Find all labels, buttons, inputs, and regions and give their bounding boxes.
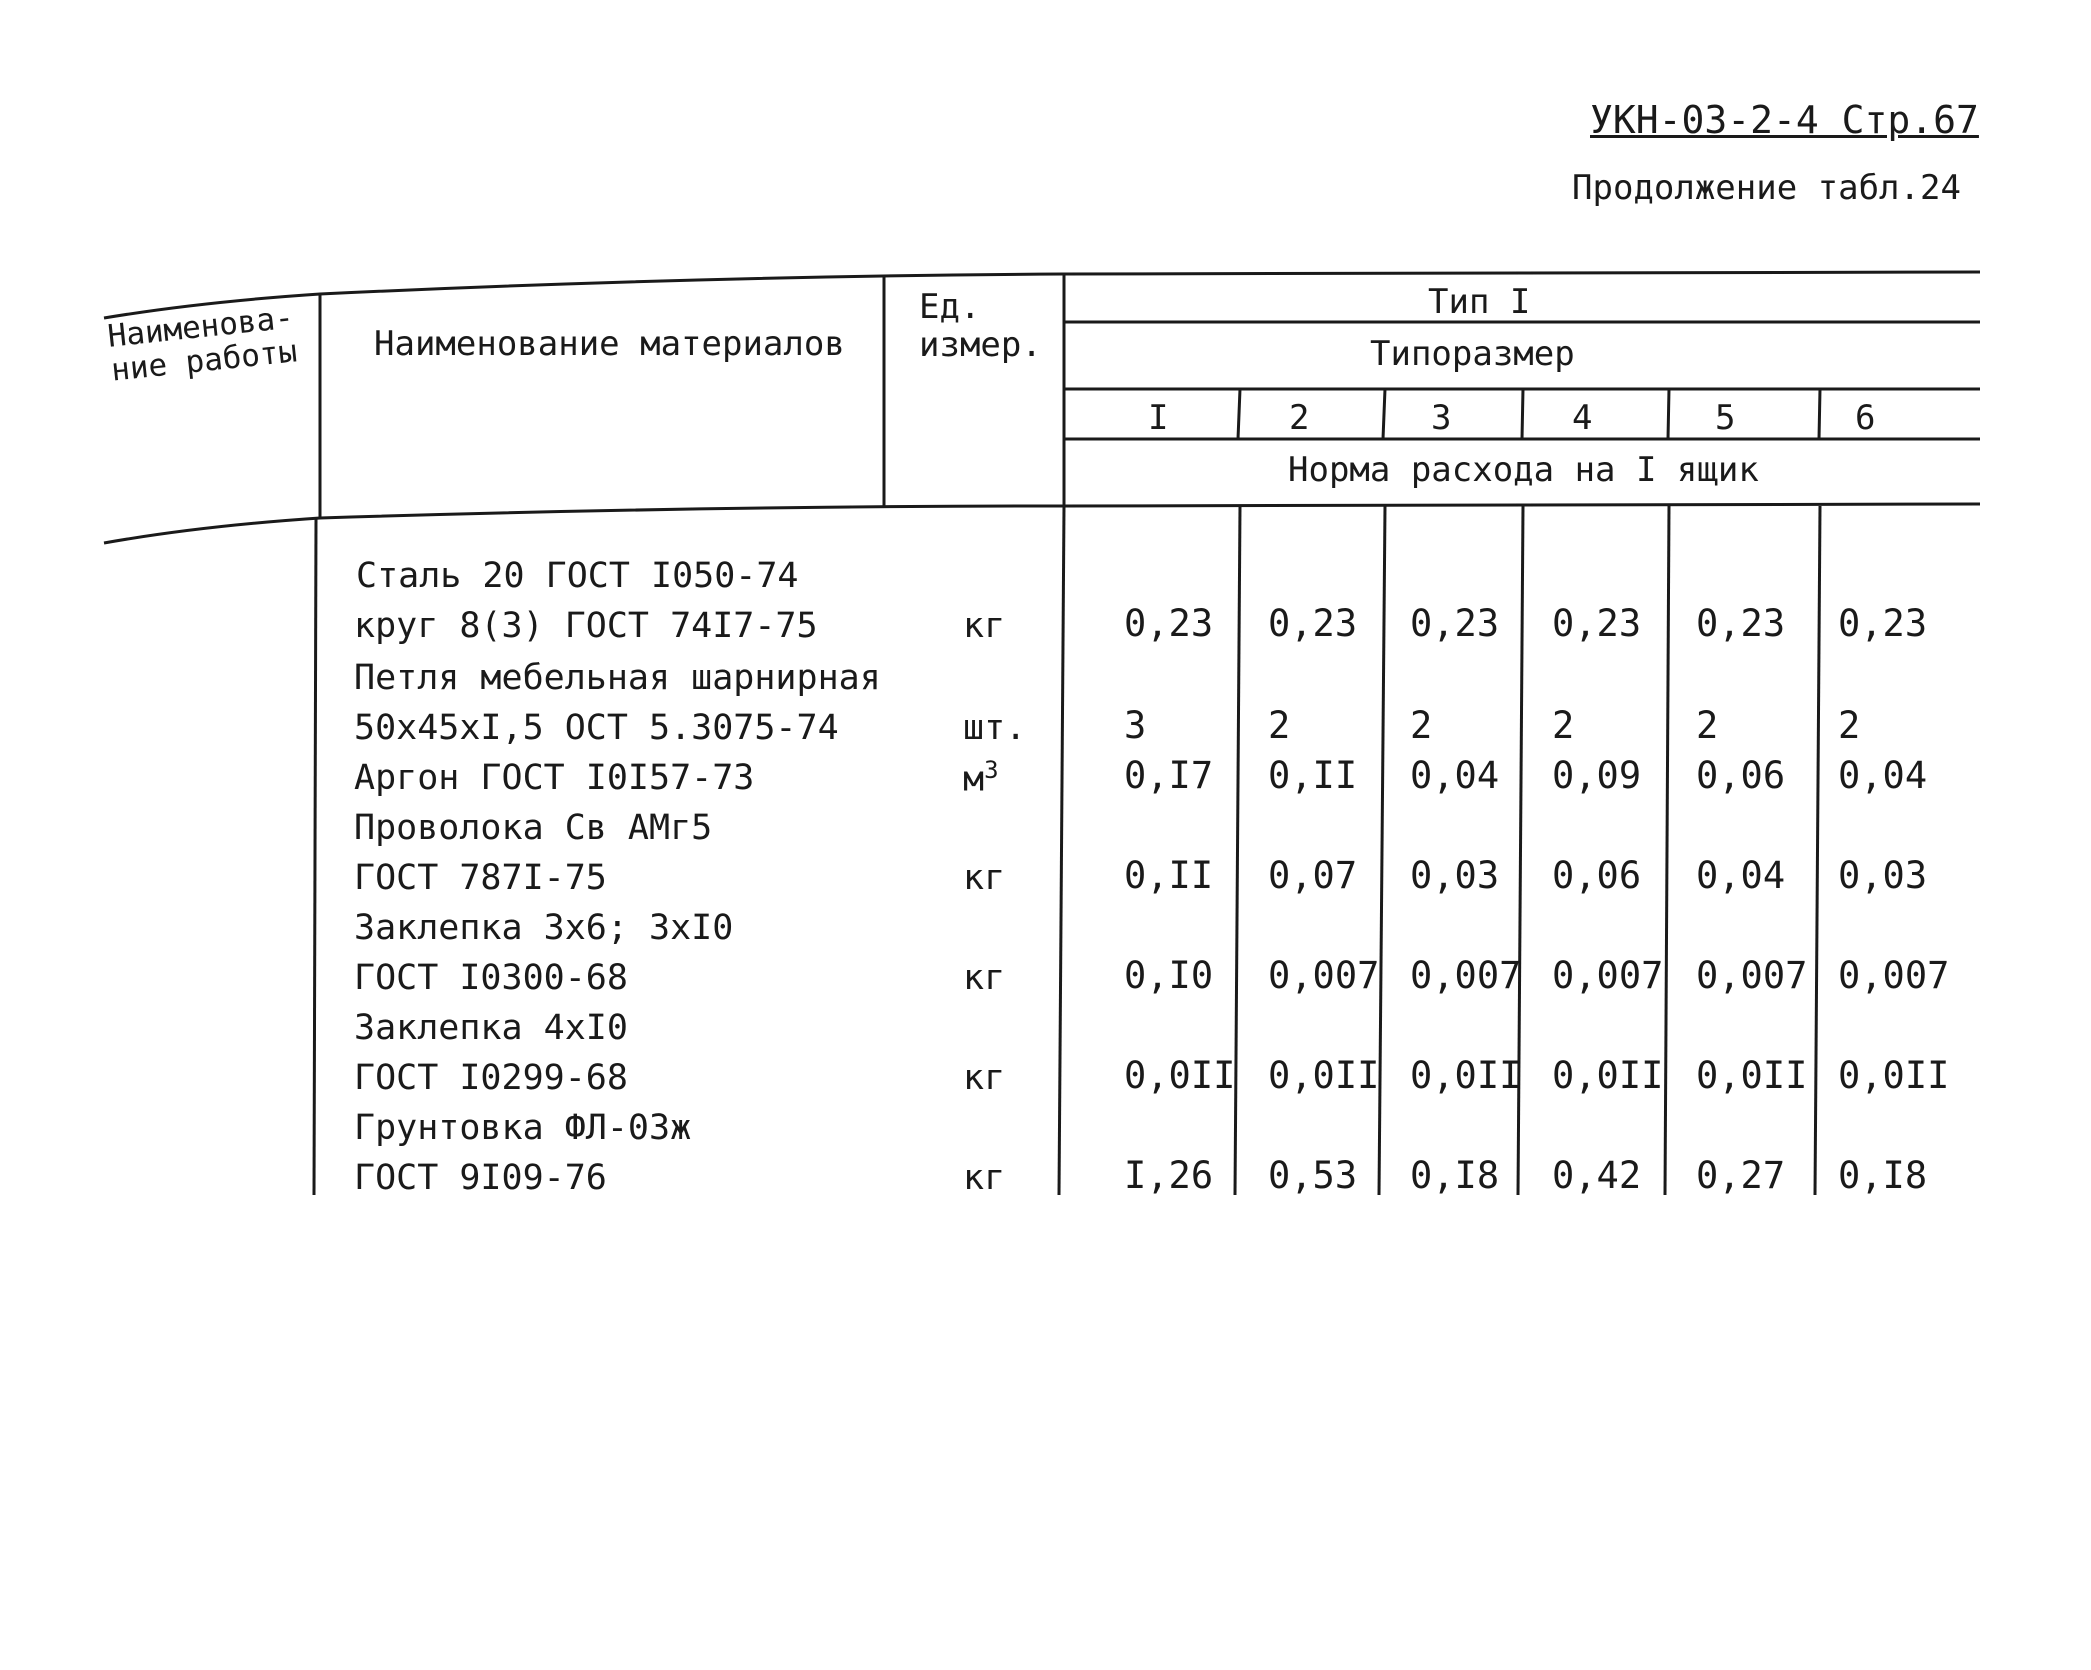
value-cell: 0,I8 (1838, 1154, 1928, 1197)
value-cell: I,26 (1124, 1154, 1214, 1197)
body-divider-1 (314, 518, 316, 1195)
value-cell: 0,0II (1410, 1054, 1522, 1097)
value-cell: 2 (1410, 704, 1433, 747)
value-cell: 0,03 (1838, 854, 1928, 897)
header-unit: Ед. измер. (919, 287, 1042, 365)
size-label-3: 3 (1431, 398, 1452, 438)
unit-cell: кг (963, 858, 1006, 898)
material-line: Аргон ГОСТ I0I57-73 (354, 758, 755, 798)
value-cell: 0,23 (1696, 602, 1786, 645)
value-cell: 0,0II (1124, 1054, 1236, 1097)
material-line: Петля мебельная шарнирная (354, 658, 881, 698)
material-line: 50x45xI,5 ОСТ 5.3075-74 (354, 708, 839, 748)
value-cell: 0,23 (1410, 602, 1500, 645)
value-cell: 0,23 (1838, 602, 1928, 645)
material-line: ГОСТ I0300-68 (354, 958, 628, 998)
value-cell: 0,007 (1838, 954, 1950, 997)
unit-cell: кг (963, 958, 1006, 998)
unit-superscript: 3 (984, 756, 999, 784)
value-cell: 0,0II (1552, 1054, 1664, 1097)
document-code: УКН-03-2-4 Стр.67 (1590, 98, 1979, 142)
value-cell: 0,53 (1268, 1154, 1358, 1197)
header-norm: Норма расхода на I ящик (1288, 450, 1759, 490)
col-sep-5 (1815, 506, 1820, 1195)
value-cell: 0,04 (1410, 754, 1500, 797)
size-label-6: 6 (1855, 398, 1876, 438)
material-line: Грунтовка ФЛ-03ж (354, 1108, 692, 1148)
size-sep-2 (1383, 389, 1385, 439)
value-cell: 0,I0 (1124, 954, 1214, 997)
value-cell: 0,II (1268, 754, 1358, 797)
value-cell: 0,0II (1268, 1054, 1380, 1097)
size-label-2: 2 (1289, 398, 1310, 438)
value-cell: 2 (1696, 704, 1719, 747)
size-sep-4 (1668, 389, 1669, 439)
value-cell: 0,03 (1410, 854, 1500, 897)
material-line: ГОСТ 787I-75 (354, 858, 607, 898)
col-sep-2 (1379, 506, 1385, 1195)
header-work-name: Наименова- ние работы (105, 299, 299, 389)
value-cell: 0,I7 (1124, 754, 1214, 797)
material-line: круг 8(3) ГОСТ 74I7-75 (354, 606, 818, 646)
material-line: Сталь 20 ГОСТ I050-74 (356, 556, 799, 596)
value-cell: 0,23 (1268, 602, 1358, 645)
col-sep-1 (1235, 506, 1240, 1195)
value-cell: 0,27 (1696, 1154, 1786, 1197)
unit-cell: кг (963, 1058, 1006, 1098)
value-cell: 0,23 (1552, 602, 1642, 645)
value-cell: 2 (1838, 704, 1861, 747)
value-cell: 3 (1124, 704, 1147, 747)
size-sep-5 (1819, 389, 1820, 439)
table-top-rule (104, 272, 1980, 318)
value-cell: 0,0II (1838, 1054, 1950, 1097)
table-continuation-label: Продолжение табл.24 (1572, 168, 1961, 208)
value-cell: 0,007 (1268, 954, 1380, 997)
material-line: Проволока Св АМг5 (354, 808, 713, 848)
body-divider-3 (1059, 506, 1064, 1195)
col-sep-4 (1665, 506, 1669, 1195)
material-line: ГОСТ 9I09-76 (354, 1158, 607, 1198)
value-cell: 0,04 (1838, 754, 1928, 797)
value-cell: 0,007 (1410, 954, 1522, 997)
value-cell: 0,04 (1696, 854, 1786, 897)
material-line: Заклепка 4xI0 (354, 1008, 628, 1048)
size-label-5: 5 (1715, 398, 1736, 438)
material-line: ГОСТ I0299-68 (354, 1058, 628, 1098)
value-cell: 0,06 (1552, 854, 1642, 897)
value-cell: 0,09 (1552, 754, 1642, 797)
material-line: Заклепка 3x6; 3xI0 (354, 908, 734, 948)
size-label-4: 4 (1572, 398, 1593, 438)
value-cell: 0,23 (1124, 602, 1214, 645)
unit-cell: $м^3$ (963, 756, 999, 800)
header-type: Тип I (1428, 282, 1531, 322)
value-cell: 0,007 (1552, 954, 1664, 997)
header-bottom-rule (104, 504, 1980, 543)
value-cell: 0,42 (1552, 1154, 1642, 1197)
value-cell: 0,07 (1268, 854, 1358, 897)
value-cell: 0,II (1124, 854, 1214, 897)
value-cell: 0,I8 (1410, 1154, 1500, 1197)
header-size: Типоразмер (1370, 334, 1575, 374)
value-cell: 0,06 (1696, 754, 1786, 797)
value-cell: 0,007 (1696, 954, 1808, 997)
size-sep-3 (1522, 389, 1523, 439)
value-cell: 2 (1268, 704, 1291, 747)
header-materials: Наименование материалов (374, 324, 845, 364)
unit-cell: шт. (963, 708, 1027, 748)
value-cell: 0,0II (1696, 1054, 1808, 1097)
unit-cell: кг (963, 606, 1006, 646)
unit-cell: кг (963, 1158, 1006, 1198)
size-sep-1 (1238, 389, 1240, 439)
size-label-1: I (1148, 398, 1169, 438)
value-cell: 2 (1552, 704, 1575, 747)
